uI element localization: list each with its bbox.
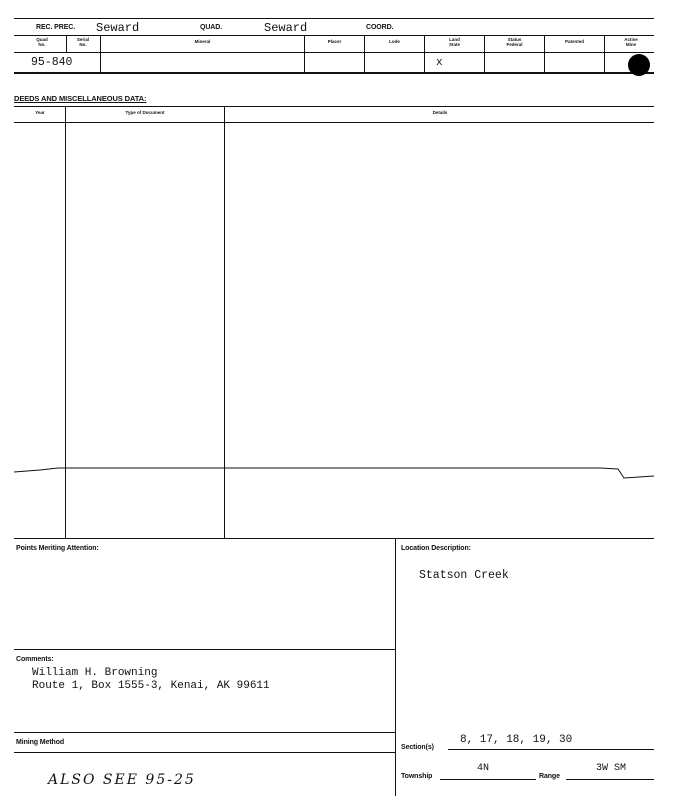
deeds-year-header: Year (35, 110, 45, 115)
quad-no-header: Quad No. (36, 37, 48, 47)
mining-method-bottom-rule (14, 752, 395, 753)
mining-method-label: Mining Method (16, 739, 65, 746)
quad-value: Seward (264, 21, 308, 35)
serial-no-header: Serial No. (76, 37, 90, 47)
coord-label: COORD. (366, 24, 394, 31)
sections-underline (448, 749, 654, 750)
comments-label: Comments: (16, 656, 54, 663)
township-value: 4N (477, 763, 490, 774)
mining-method-top-rule (14, 732, 395, 733)
handwritten-note: ALSO SEE 95-25 (48, 772, 196, 788)
claim-table-top-rule (14, 35, 654, 36)
mineral-header: Mineral (194, 39, 211, 44)
quad-serial-divider (66, 35, 67, 52)
placer-header: Placer (327, 39, 342, 44)
lode-header: Lode (389, 39, 400, 44)
deeds-bottom-rule (14, 538, 654, 539)
points-meriting-attention-label: Points Meriting Attention: (16, 545, 99, 552)
range-value: 3W SM (596, 763, 627, 774)
range-label: Range (539, 773, 560, 780)
location-description-value: Statson Creek (419, 569, 509, 582)
status-federal-header: Status Federal (506, 37, 523, 47)
deeds-header-rule (14, 122, 654, 123)
township-underline (440, 779, 536, 780)
lower-vertical-divider (395, 538, 396, 796)
sections-value: 8, 17, 18, 19, 30 (460, 734, 573, 746)
deeds-top-rule (14, 106, 654, 107)
rec-prec-value: Seward (96, 21, 140, 35)
location-description-label: Location Description: (401, 545, 471, 552)
deeds-details-header: Details (432, 110, 448, 115)
sections-label: Section(s) (401, 744, 434, 751)
active-mine-header: Active Mine (624, 37, 638, 47)
top-rule (14, 18, 654, 19)
comments-top-rule (14, 649, 395, 650)
active-mine-marked-dot (628, 54, 650, 76)
range-underline (566, 779, 654, 780)
deeds-fold-crease (0, 460, 678, 484)
rec-prec-label: REC. PREC. (36, 24, 76, 31)
claim-table-header-rule (14, 52, 654, 53)
claim-table-bottom-rule (14, 72, 654, 74)
township-label: Township (401, 773, 433, 780)
deeds-type-header: Type of Document (125, 110, 165, 115)
comments-line-1: William H. Browning (32, 667, 158, 679)
land-state-value: x (436, 57, 443, 69)
patented-header: Patented (564, 39, 584, 44)
quad-serial-value: 95-840 (31, 56, 73, 69)
land-state-header: Land State (448, 37, 460, 47)
comments-line-2: Route 1, Box 1555-3, Kenai, AK 99611 (32, 680, 270, 692)
deeds-title: DEEDS AND MISCELLANEOUS DATA: (14, 94, 147, 103)
quad-label: QUAD. (200, 24, 223, 31)
